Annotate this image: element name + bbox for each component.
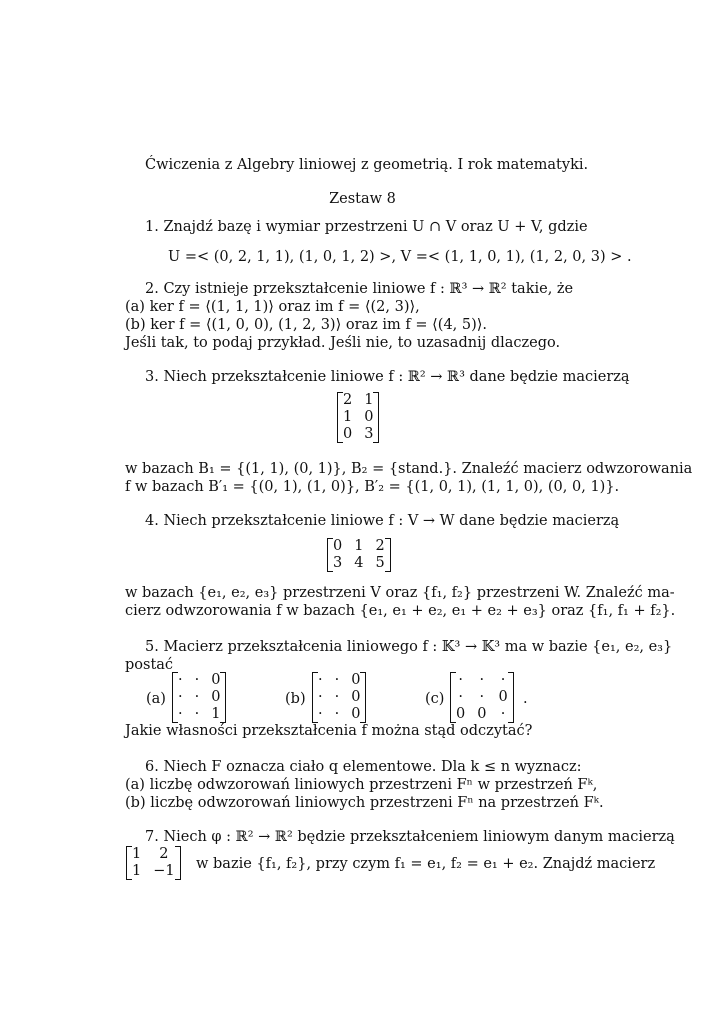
problem-6-statement: 6. Niech F oznacza ciało q elementowe. Dla k ≤ n wyznacz: [145,759,582,775]
problem-7-matrix [126,846,181,880]
p5a-matrix-cell: · [194,689,200,705]
p5b-matrix-cell: · [334,706,340,722]
p5b-matrix-row [312,689,366,706]
p5a-matrix-cell: · [194,706,200,722]
p3-matrix-cell: 1 [364,392,374,408]
p5c-matrix-cell: 0 [498,689,508,705]
p4-matrix-cell: 1 [354,538,364,554]
p3-matrix-cell: 0 [343,426,353,442]
label-c: (c) [425,691,445,707]
p5a-matrix-cell: · [178,706,183,722]
problem-7-statement: 7. Niech φ : ℝ² → ℝ² będzie przekształceniem liniowym danym macierzą [145,829,675,845]
p5b-matrix-cell: 0 [351,689,361,705]
p5a-matrix-cell: · [178,672,183,688]
p5a-matrix-cell: 1 [211,706,221,722]
problem-4-bases: w bazach {e₁, e₂, e₃} przestrzeni V oraz {f₁, f₂} przestrzeni W. Znaleźć ma- [125,585,675,601]
problem-4-statement: 4. Niech przekształcenie liniowe f : V → W dane będzie macierzą [145,513,620,529]
p5c-matrix-cell: · [500,672,506,688]
p3-matrix-cell: 0 [364,409,374,425]
problem-2-part-a: (a) ker f = ⟨(1, 1, 1)⟩ oraz im f = ⟨(2, 3)⟩, [125,299,420,315]
set-title: Zestaw 8 [329,191,396,207]
p5c-matrix-cell: · [458,672,463,688]
problem-4-question: cierz odwzorowania f w bazach {e₁, e₁ + e₂, e₁ + e₂ + e₃} oraz {f₁, f₁ + f₂}. [125,603,676,619]
p4-matrix-row [327,555,391,572]
p7-matrix-cell: 1 [132,846,142,862]
problem-6-part-b: (b) liczbę odwzorowań liniowych przestrzeni Fⁿ na przestrzeń Fᵏ. [125,795,604,811]
p5b-matrix-cell: · [318,689,323,705]
p5a-matrix-row [172,689,226,706]
p5a-matrix-cell: 0 [211,689,221,705]
p3-matrix-cell: 2 [343,392,353,408]
label-b: (b) [285,691,306,707]
p5c-matrix-cell: · [458,689,463,705]
problem-3-new-bases: f w bazach B′₁ = {(0, 1), (1, 0)}, B′₂ = {(1, 0, 1), (1, 1, 0), (0, 0, 1)}. [125,479,620,495]
p5b-matrix-row [312,706,366,723]
p5b-matrix-cell: · [334,672,340,688]
problem-6-part-a: (a) liczbę odwzorowań liniowych przestrzeni Fⁿ w przestrzeń Fᵏ, [125,777,598,793]
p5c-matrix-row [450,689,514,706]
p5a-matrix-cell: · [178,689,183,705]
problem-5-form-label: postać [125,657,174,673]
p3-matrix-cell: 1 [343,409,353,425]
p5c-matrix-cell: · [479,672,485,688]
problem-2-part-b: (b) ker f = ⟨(1, 0, 0), (1, 2, 3)⟩ oraz im f = ⟨(4, 5)⟩. [125,317,488,333]
p5b-matrix-cell: · [334,689,340,705]
p5c-matrix-cell: · [500,706,506,722]
problem-2-statement: 2. Czy istnieje przekształcenie liniowe f : ℝ³ → ℝ² takie, że [145,281,574,297]
p7-matrix-row [126,846,181,863]
p7-matrix-cell: −1 [153,863,175,879]
problem-5-statement: 5. Macierz przekształcenia liniowego f : 𝕂³ → 𝕂³ ma w bazie {e₁, e₂, e₃} [145,639,673,655]
problem-5-matrix-c [450,672,514,723]
p5c-matrix-cell: 0 [456,706,466,722]
problem-5-matrix-a [172,672,226,723]
problem-7-basis: w bazie {f₁, f₂}, przy czym f₁ = e₁, f₂ = e₁ + e₂. Znajdź macierz [196,856,656,872]
p5b-matrix-cell: 0 [351,706,361,722]
label-a: (a) [146,691,166,707]
p4-matrix-row [327,538,391,555]
problem-3-bases: w bazach B₁ = {(1, 1), (0, 1)}, B₂ = {stand.}. Znaleźć macierz odwzorowania [125,461,693,477]
p7-matrix-row [126,863,181,880]
p5c-matrix-row [450,672,514,689]
p5c-matrix-cell: · [479,689,485,705]
p4-matrix-cell: 3 [333,555,343,571]
problem-2-question: Jeśli tak, to podaj przykład. Jeśli nie, to uzasadnij dlaczego. [125,335,561,351]
p5b-matrix-cell: · [318,672,323,688]
document-title: Ćwiczenia z Algebry liniowej z geometrią. I rok matematyki. [145,157,589,173]
problem-4-matrix [327,538,391,572]
p4-matrix-cell: 4 [354,555,364,571]
p5a-matrix-cell: · [194,672,200,688]
p5c-matrix-row [450,706,514,723]
p3-matrix-cell: 3 [364,426,374,442]
problem-1-subspaces: U =< (0, 2, 1, 1), (1, 0, 1, 2) >, V =< (1, 1, 0, 1), (1, 2, 0, 3) > . [168,249,632,265]
p5a-matrix-row [172,672,226,689]
problem-5-question: Jakie własności przekształcenia f można stąd odczytać? [125,723,533,739]
problem-5-matrix-b [312,672,366,723]
p5c-matrix-cell: 0 [477,706,487,722]
p5a-matrix-cell: 0 [211,672,221,688]
p7-matrix-cell: 2 [159,846,169,862]
problem-3-statement: 3. Niech przekształcenie liniowe f : ℝ² → ℝ³ dane będzie macierzą [145,369,630,385]
problem-1-statement: 1. Znajdź bazę i wymiar przestrzeni U ∩ V oraz U + V, gdzie [145,219,588,235]
p5b-matrix-cell: 0 [351,672,361,688]
p7-matrix-cell: 1 [132,863,142,879]
matrices-end-period: . [523,691,528,707]
p4-matrix-cell: 0 [333,538,343,554]
p4-matrix-cell: 2 [375,538,385,554]
p5a-matrix-row [172,706,226,723]
p4-matrix-cell: 5 [375,555,385,571]
p5b-matrix-row [312,672,366,689]
problem-3-matrix [337,392,379,443]
p5b-matrix-cell: · [318,706,323,722]
